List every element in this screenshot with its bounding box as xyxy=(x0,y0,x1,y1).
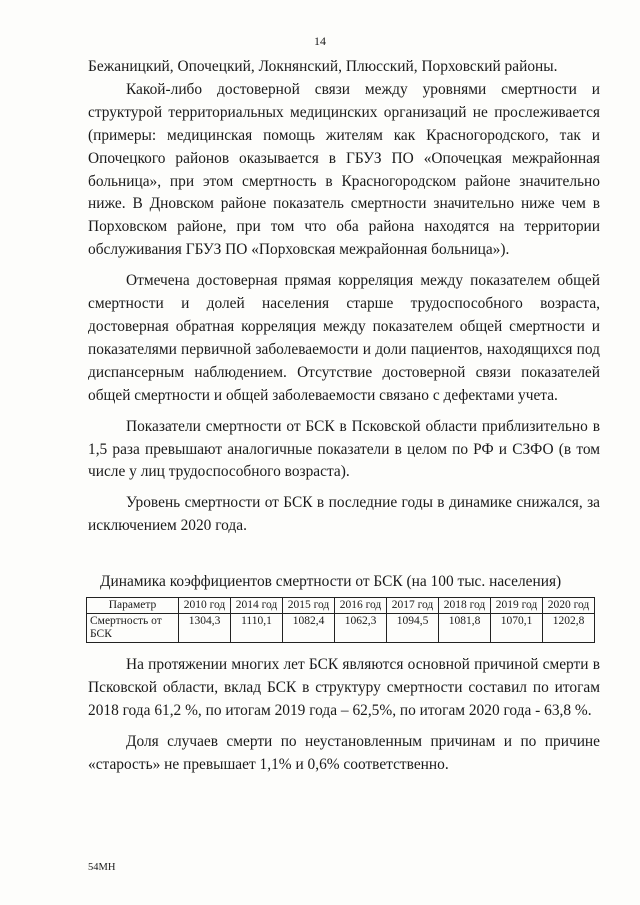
header-year: 2010 год xyxy=(179,598,231,614)
table-cell: 1062,3 xyxy=(335,614,387,643)
paragraph-correlation-structure: Какой-либо достоверной связи между уровнями смертности и структурой территориальных медицинских организаций не прослеживается (примеры: медицинская помощь жителям как Красногородского, так и Опочецкого районов оказывается в ГБУЗ ПО «Опочецкая межрайонная больница», при этом смертность в Красногородском районе значительно ниже. В Дновском районе показатель смертности значительно ниже чем в Порховском районе, при том что оба района находятся на территории обслуживания ГБУЗ ПО «Порховская межрайонная больница»). xyxy=(88,80,600,259)
paragraph-unknown-causes: Доля случаев смерти по неустановленным причинам и по причине «старость» не превышает 1,1% и 0,6% соответственно. xyxy=(88,732,600,773)
header-year: 2017 год xyxy=(387,598,439,614)
table-header-row xyxy=(87,598,595,614)
header-year: 2014 год xyxy=(231,598,283,614)
paragraph-bsk-share: На протяжении многих лет БСК являются основной причиной смерти в Псковской области, вклад БСК в структуру смертности составил по итогам 2018 года 61,2 %, по итогам 2019 года – 62,5%, по итогам 2020 года - 63,8 %. xyxy=(88,656,600,719)
table-title: Динамика коэффициентов смертности от БСК (на 100 тыс. населения) xyxy=(100,573,562,590)
after-table-text xyxy=(88,654,600,777)
paragraph-continuation: Бежаницкий, Опочецкий, Локнянский, Плюсский, Порховский районы. xyxy=(88,58,558,75)
paragraph-correlation-age: Отмечена достоверная прямая корреляция между показателем общей смертности и долей населения старше трудоспособного возраста, достоверная обратная корреляция между показателем общей смертности и показателями первичной заболеваемости и доли пациентов, находящихся под диспансерным наблюдением. Отсутствие достоверной связи показателей общей смертности и общей заболеваемости связано с дефектами учета. xyxy=(88,272,600,404)
paragraph-bsk-comparison: Показатели смертности от БСК в Псковской области приблизительно в 1,5 раза превышают аналогичные показатели в целом по РФ и СЗФО (в том числе у лиц трудоспособного возраста). xyxy=(88,417,600,481)
header-year: 2018 год xyxy=(439,598,491,614)
table-cell: 1110,1 xyxy=(231,614,283,643)
header-year: 2015 год xyxy=(283,598,335,614)
table-cell: 1070,1 xyxy=(491,614,543,643)
table-cell: 1081,8 xyxy=(439,614,491,643)
table-cell: 1094,5 xyxy=(387,614,439,643)
table-cell: 1304,3 xyxy=(179,614,231,643)
table-cell: 1082,4 xyxy=(283,614,335,643)
page-number: 14 xyxy=(314,34,326,48)
paragraph-bsk-dynamics: Уровень смертности от БСК в последние годы в динамике снижался, за исключением 2020 года. xyxy=(88,494,600,535)
table-cell: 1202,8 xyxy=(543,614,595,643)
body-text xyxy=(88,56,600,538)
header-year: 2019 год xyxy=(491,598,543,614)
row-label: Смертность от БСК xyxy=(87,614,179,643)
header-year: 2016 год xyxy=(335,598,387,614)
header-year: 2020 год xyxy=(543,598,595,614)
header-param: Параметр xyxy=(87,598,179,614)
mortality-table xyxy=(86,597,595,643)
footer-code: 54МН xyxy=(88,862,116,873)
table-row xyxy=(87,614,595,643)
